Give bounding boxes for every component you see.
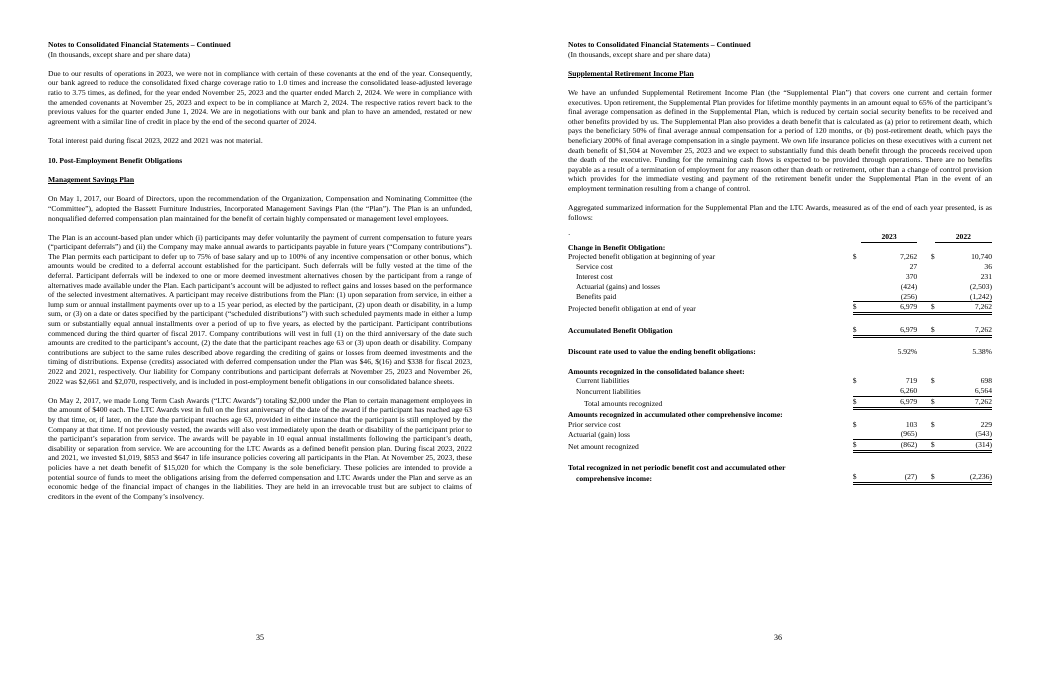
value-2022: 6,564 xyxy=(935,386,992,396)
table-row xyxy=(568,302,992,314)
table-row xyxy=(568,252,992,262)
dollar-sign: $ xyxy=(852,419,857,429)
dollar-sign: $ xyxy=(853,397,861,409)
value-2023: 6,979 xyxy=(861,397,917,409)
plan-description-paragraph: The Plan is an account-based plan under which (i) participants may defer voluntarily the payment of current compensation to future years (“participant deferrals”) and (ii) the Company may make annual awards to participants payable in future years (“Company contributions”). The Plan permits each participant to defer up to 75% of base salary and up to 100% of any incentive compensation or other bonus, which amounts would be credited to a deferral account established for the participant. Such deferrals will be fully vested at the time of the deferral. Participant deferrals will be indexed to one or more deemed investment alternatives chosen by the participant from a range of alternatives made available under the Plan. Each participant’s account will be adjusted to reflect gains and losses based on the performance of the selected investment alternatives. A participant may receive distributions from the Plan: (1) upon separation from service, in either a lump sum or annual installment payments over up to a 15 year period, as elected by the participant, (2) upon death or disability, in a lump sum, or (3) on a date or dates specified by the participant (“scheduled distributions”) with such scheduled payments made in either a lump sum or substantially equal annual installments over a period of up to five years, as elected by the participant. Participant contributions commenced during the third quarter of fiscal 2017. Company contributions will vest in full (1) on the third anniversary of the date such amounts are credited to the participant’s account, (2) the date that the participant reaches age 63 or (3) upon death or disability. Company contributions are subject to the same rules described above regarding the crediting of gains or losses from deemed investments and the timing of distributions. Expense (credits) associated with deferred compensation under the Plan was $46, $(16) and $338 for fiscal 2023, 2022 and 2021, respectively. Our liability for Company contributions and participant deferrals at November 25, 2023 and November 26, 2022 was $2,661 and $2,070, respectively, and is included in post-employment benefit obligations in our consolidated balance sheets. xyxy=(48,232,472,386)
dollar-sign: $ xyxy=(917,472,934,483)
row-label: Prior service cost xyxy=(568,419,621,429)
stray-mark: ` xyxy=(568,232,571,242)
table-row xyxy=(568,282,992,292)
value-2023: (965) xyxy=(861,429,917,439)
table-row xyxy=(568,242,992,252)
table-row xyxy=(568,440,992,452)
page-number: 36 xyxy=(774,633,782,642)
dollar-sign: $ xyxy=(853,472,861,483)
row-label: Total recognized in net periodic benefit cost and accumulated other xyxy=(568,462,786,472)
dollar-sign: $ xyxy=(853,325,861,336)
value-2022: (543) xyxy=(935,429,992,439)
aoci-header: Amounts recognized in accumulated other comprehensive income: xyxy=(568,409,783,419)
dollar-sign: $ xyxy=(917,325,934,336)
value-2023: (862) xyxy=(861,440,917,452)
dollar-sign: $ xyxy=(917,302,934,314)
dollar-sign: $ xyxy=(852,252,857,262)
table-row xyxy=(568,386,992,396)
value-2023: 103 xyxy=(905,419,918,429)
table-row xyxy=(568,420,992,430)
value-2022: (1,242) xyxy=(935,292,992,302)
dollar-sign: $ xyxy=(917,440,934,452)
change-header: Change in Benefit Obligation: xyxy=(568,242,666,252)
value-2023: 27 xyxy=(909,262,918,272)
value-2022: 231 xyxy=(980,272,992,282)
row-label: Total amounts recognized xyxy=(584,398,663,408)
row-label: Current liabilities xyxy=(576,376,630,386)
year-2022-header: 2022 xyxy=(935,232,992,242)
subsection-title: Supplemental Retirement Income Plan xyxy=(568,68,694,78)
row-label: comprehensive income: xyxy=(576,473,652,483)
row-label: Interest cost xyxy=(576,272,613,282)
dollar-sign: $ xyxy=(917,397,934,409)
value-2023: 6,979 xyxy=(861,302,917,314)
value-2023: 7,262 xyxy=(900,252,918,262)
table-row xyxy=(568,325,992,336)
header-subtitle: (In thousands, except share and per share data) xyxy=(568,49,711,59)
value-2022: 10,740 xyxy=(971,252,992,262)
table-row xyxy=(568,397,992,409)
dollar-sign: $ xyxy=(930,419,935,429)
value-2022: 36 xyxy=(984,262,992,272)
table-row xyxy=(568,463,992,473)
table-row xyxy=(568,262,992,272)
table-row xyxy=(568,472,992,483)
page-number: 35 xyxy=(256,633,264,642)
row-label: Actuarial (gain) loss xyxy=(568,429,630,439)
dollar-sign: $ xyxy=(930,252,935,262)
header-title: Notes to Consolidated Financial Statements – Continued xyxy=(48,40,231,49)
value-2023: (256) xyxy=(861,292,917,302)
row-label: Benefits paid xyxy=(576,292,617,302)
dollar-sign: $ xyxy=(930,376,935,386)
page-left-content xyxy=(48,40,472,511)
row-label: Net amount recognized xyxy=(568,441,639,451)
table-row xyxy=(568,429,992,439)
value-2023: 6,979 xyxy=(861,325,917,336)
dollar-sign: $ xyxy=(852,376,857,386)
row-label: Discount rate used to value the ending benefit obligations: xyxy=(568,347,756,357)
row-label: Noncurrent liabilities xyxy=(576,386,641,396)
value-2023: 6,260 xyxy=(861,386,917,396)
value-2022: (314) xyxy=(935,440,992,452)
value-2023: 719 xyxy=(905,376,918,386)
value-2022: 7,262 xyxy=(935,325,992,336)
table-row xyxy=(568,292,992,302)
value-2022: (2,236) xyxy=(935,472,992,483)
table-row xyxy=(568,347,992,357)
row-label: Actuarial (gains) and losses xyxy=(576,281,661,291)
value-2023: (27) xyxy=(861,472,917,483)
supplemental-plan-paragraph: We have an unfunded Supplemental Retirement Income Plan (the “Supplemental Plan”) that covers one current and certain former executives. Upon retirement, the Supplemental Plan provides for lifetime monthly payments in an amount equal to 65% of the participant’s final average compensation as defined in the Supplemental Plan, which is reduced by certain social security benefits to be received and other benefits provided by us. The Supplemental Plan also provides a death benefit that is calculated as (a) prior to retirement death, which pays the beneficiary 50% of final average annual compensation for a period of 120 months, or (b) post-retirement death, which pays the beneficiary 200% of final average compensation in a single payment. We own life insurance policies on these executives with a current net death benefit of $1,504 at November 25, 2023 and we expect to substantially fund this death benefit through the proceeds received upon the death of the executive. Funding for the remaining cash flows is expected to be provided through operations. There are no benefits payable as a result of a termination of employment for any reason other than death or retirement, other than a change of control provision which provides for the immediate vesting and payment of the retirement benefit under the Supplemental Plan in the event of an employment termination resulting from a change of control. xyxy=(568,87,992,193)
subsection-title: Management Savings Plan xyxy=(48,175,135,185)
value-2023: 370 xyxy=(905,272,918,282)
value-2022: 5.38% xyxy=(972,347,992,357)
value-2022: 229 xyxy=(980,419,992,429)
ltc-awards-paragraph: On May 2, 2017, we made Long Term Cash Awards (“LTC Awards”) totaling $2,000 under the Plan to certain management employees in the amount of $400 each. The LTC Awards vest in full on the first anniversary of the date of the award if the participant has reached age 63 by that time, or, if later, on the date the participant reaches age 63, provided in either instance that the participant is still employed by the Company at that time. If not previously vested, the awards will also vest immediately upon the death or disability of the participant prior to the participant’s separation from service. The awards will be payable in 10 equal annual installments following the participant’s death, disability or separation from service. We are accounting for the LTC Awards as a defined benefit pension plan. During fiscal 2023, 2022 and 2021, we invested $1,019, $853 and $647 in life insurance policies covering all participants in the Plan. At November 25, 2023, these policies have a net death benefit of $15,020 for which the Company is the sole beneficiary. These policies are intended to provide a potential source of funds to meet the obligations arising from the deferred compensation and LTC Awards under the Plan and serve as an economic hedge of the financial impact of changes in the liabilities. They are held in an irrevocable trust but are subject to claims of creditors in the event of the Company’s insolvency. xyxy=(48,395,472,501)
benefit-obligation-table xyxy=(568,232,992,485)
table-row xyxy=(568,367,992,377)
table-row xyxy=(568,272,992,282)
value-2022: 7,262 xyxy=(935,302,992,314)
row-label: Projected benefit obligation at end of year xyxy=(568,303,696,313)
table-row xyxy=(568,376,992,386)
dollar-sign: $ xyxy=(853,440,861,452)
row-label: Service cost xyxy=(576,262,613,272)
section-title: 10. Post-Employment Benefit Obligations xyxy=(48,155,183,165)
header-subtitle: (In thousands, except share and per share data) xyxy=(48,49,191,59)
balance-sheet-header: Amounts recognized in the consolidated balance sheet: xyxy=(568,366,745,376)
value-2023: (424) xyxy=(900,281,918,291)
page-right xyxy=(520,0,1040,673)
value-2022: (2,503) xyxy=(969,281,992,291)
row-label: Accumulated Benefit Obligation xyxy=(568,326,673,336)
covenants-paragraph: Due to our results of operations in 2023, we were not in compliance with certain of these covenants at the end of the year. Consequently, our bank agreed to reduce the consolidated fixed charge coverage ratio to 1.0 times and increase the consolidated lease-adjusted leverage ratio to 3.75 times, as defined, for the year ended November 25, 2023 and the quarter ended March 2, 2024. We were in compliance with the amended covenants at November 25, 2023 and expect to be in compliance at March 2, 2024. The respective ratios revert back to the previous values for the quarter ended June 1, 2024. We are in negotiations with our bank and plan to have an amended, restated or new agreement with a similar line of credit in place by the end of the second quarter of 2024. xyxy=(48,68,472,126)
year-2023-header: 2023 xyxy=(861,232,917,242)
table-header-row xyxy=(568,232,992,242)
value-2022: 698 xyxy=(980,376,992,386)
header-title: Notes to Consolidated Financial Statements – Continued xyxy=(568,40,751,49)
dollar-sign: $ xyxy=(853,302,861,314)
plan-adoption-paragraph: On May 1, 2017, our Board of Directors, upon the recommendation of the Organization, Compensation and Nominating Committee (the “Committee”), adopted the Bassett Furniture Industries, Incorporated Management Savings Plan (the “Plan”). The Plan is an unfunded, nonqualified deferred compensation plan maintained for the benefit of certain highly compensated or management level employees. xyxy=(48,194,472,223)
row-label: Projected benefit obligation at beginning of year xyxy=(568,252,716,262)
value-2022: 7,262 xyxy=(935,397,992,409)
table-row xyxy=(568,408,992,419)
interest-paid-paragraph: Total interest paid during fiscal 2023, 2022 and 2021 was not material. xyxy=(48,135,263,145)
value-2023: 5.92% xyxy=(897,347,918,357)
aggregated-info-paragraph: Aggregated summarized information for the Supplemental Plan and the LTC Awards, measured as of the end of each year presented, is as follows: xyxy=(568,203,992,222)
page-right-content xyxy=(568,40,992,485)
